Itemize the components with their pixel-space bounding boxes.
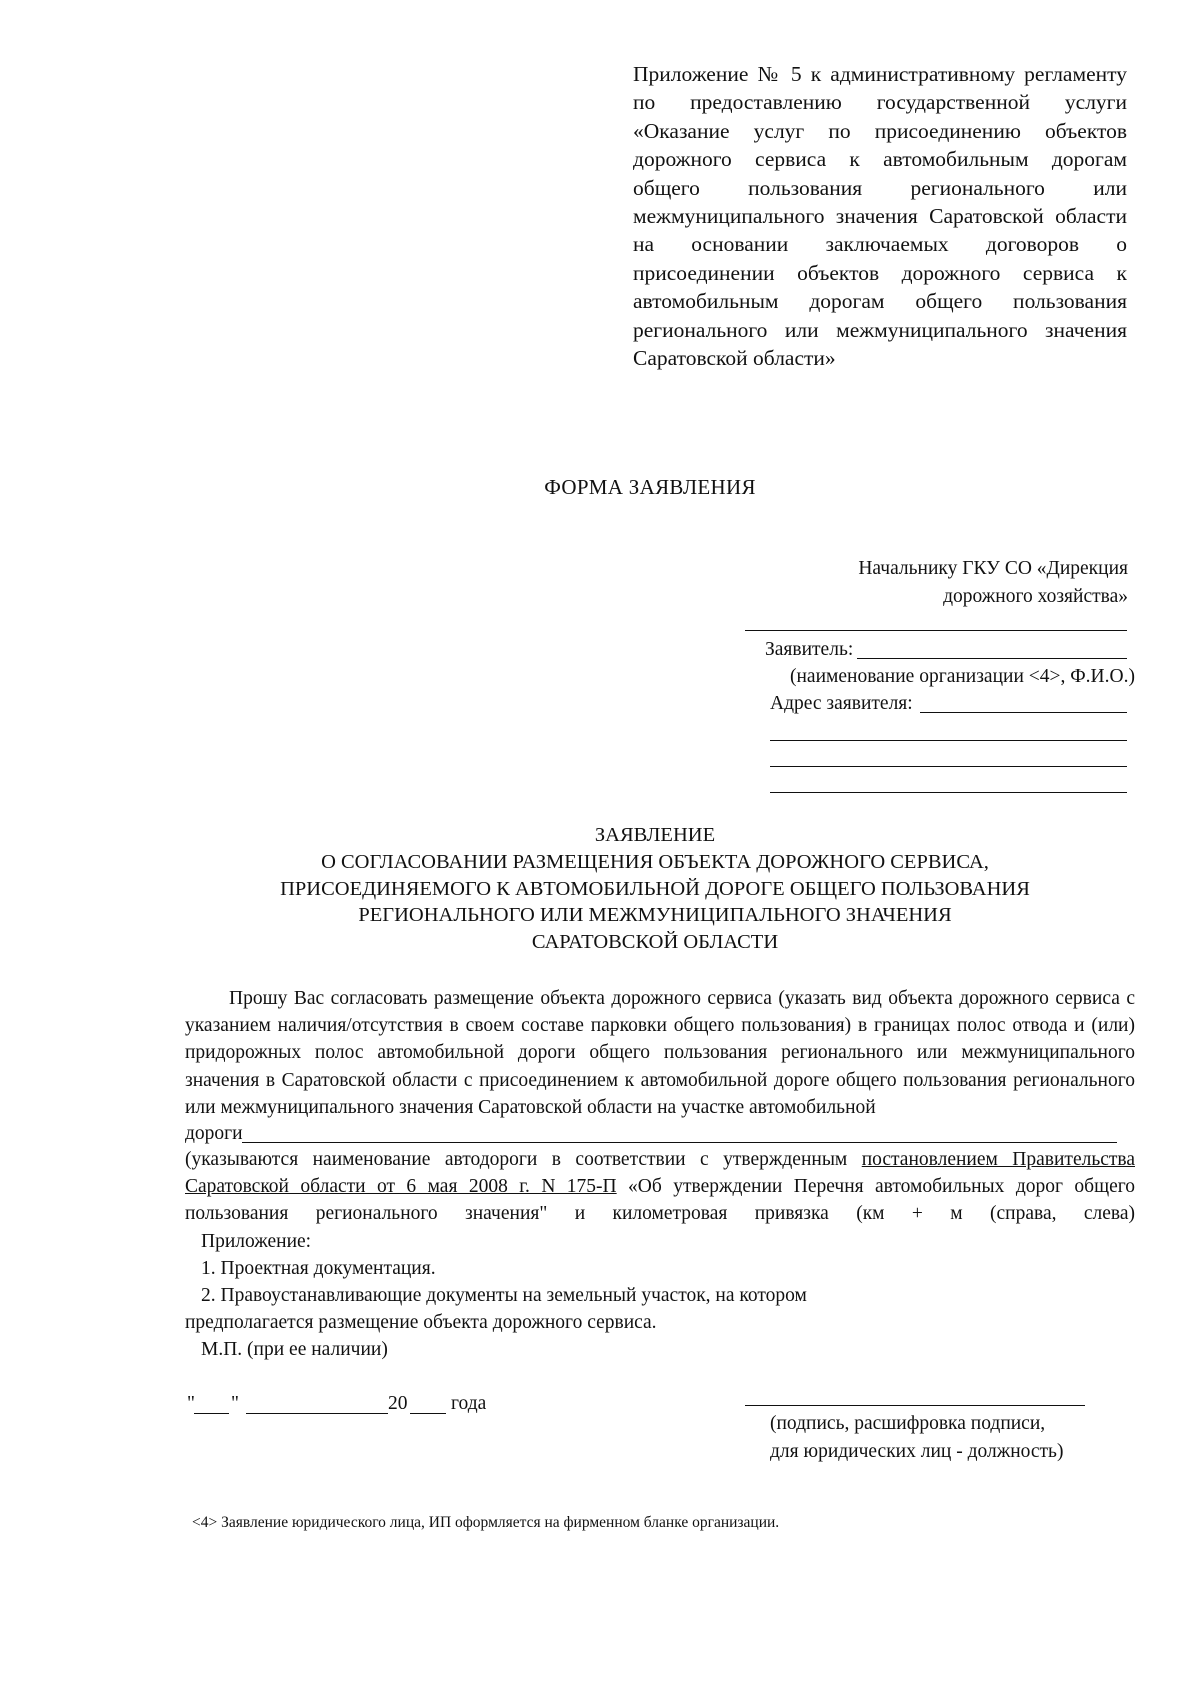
applicant-address-label: Адрес заявителя: — [770, 693, 913, 714]
address-line-4 — [770, 792, 1127, 793]
addressee-block — [708, 555, 1128, 611]
road-label: дороги — [185, 1123, 243, 1144]
note-start: (указываются наименование автодороги в соответствии с утвержденным — [185, 1149, 862, 1170]
statement-heading — [0, 822, 1200, 956]
applicant-top-line — [745, 630, 1127, 631]
address-line-3 — [770, 766, 1127, 767]
heading-line-5: САРАТОВСКОЙ ОБЛАСТИ — [531, 931, 779, 954]
date-year-suffix: года — [451, 1393, 487, 1414]
applicant-name-line — [857, 658, 1127, 659]
addressee-line-1: Начальнику ГКУ СО «Дирекция — [858, 558, 1128, 579]
road-fill-line — [242, 1142, 1117, 1143]
stamp-note: М.П. (при ее наличии) — [201, 1339, 388, 1360]
date-month-line — [246, 1413, 388, 1414]
signature-caption — [770, 1410, 1063, 1466]
date-quote-open: " — [187, 1393, 195, 1414]
heading-line-4: РЕГИОНАЛЬНОГО ИЛИ МЕЖМУНИЦИПАЛЬНОГО ЗНАЧЕНИЯ — [358, 904, 952, 927]
date-year-prefix: 20 — [388, 1393, 408, 1414]
heading-line-2: О СОГЛАСОВАНИИ РАЗМЕЩЕНИЯ ОБЪЕКТА ДОРОЖНОГО СЕРВИСА, — [321, 850, 989, 873]
signature-line — [745, 1405, 1085, 1406]
road-note-paragraph — [185, 1146, 1135, 1228]
attachment-item-2-line-1: 2. Правоустанавливающие документы на земельный участок, на котором — [201, 1285, 807, 1306]
heading-line-3: ПРИСОЕДИНЯЕМОГО К АВТОМОБИЛЬНОЙ ДОРОГЕ ОБЩЕГО ПОЛЬЗОВАНИЯ — [280, 877, 1030, 900]
addressee-line-2: дорожного хозяйства» — [943, 586, 1128, 607]
attachments-label: Приложение: — [201, 1231, 312, 1252]
date-year-line — [410, 1413, 446, 1414]
note-end: «Об утверждении Перечня автомобильных дорог общего пользования регионального значения" и километровая привязка (км + м (справа, слева) — [185, 1176, 1135, 1225]
signature-caption-line-1: (подпись, расшифровка подписи, — [770, 1413, 1046, 1434]
applicant-label: Заявитель: — [765, 639, 854, 660]
heading-line-1: ЗАЯВЛЕНИЕ — [594, 824, 716, 846]
address-line-2 — [770, 740, 1127, 741]
footnote: <4> Заявление юридического лица, ИП оформляется на фирменном бланке организации. — [192, 1514, 780, 1531]
resolution-link[interactable]: постановлением Правительства Саратовской области от 6 мая 2008 г. N 175-П — [185, 1149, 1135, 1198]
date-quote-close: " — [231, 1393, 239, 1414]
attachment-item-1: 1. Проектная документация. — [201, 1258, 436, 1279]
date-day-line — [194, 1413, 229, 1414]
annex-reference: Приложение № 5 к административному регламенту по предоставлению государственной услуги «Оказание услуг по присоединению объектов дорожного сервиса к автомобильным дорогам общего пользования регионального или межмуниципального значения Саратовской области на основании заключаемых договоров о присоединении объектов дорожного сервиса к автомобильным дорогам общего пользования регионального или межмуниципального значения Саратовской области» — [633, 62, 1127, 371]
address-line-1 — [920, 712, 1127, 713]
attachment-item-2-line-2: предполагается размещение объекта дорожного сервиса. — [185, 1312, 657, 1333]
request-paragraph: Прошу Вас согласовать размещение объекта дорожного сервиса (указать вид объекта дорожного сервиса с указанием наличия/отсутствия в своем составе парковки общего пользования) в границах полос отвода и (или) придорожных полос автомобильной дороги общего пользования регионального или межмуниципального значения в Саратовской области с присоединением к автомобильной дороге общего пользования регионального или межмуниципального значения Саратовской области на участке автомобильной — [185, 988, 1135, 1118]
applicant-hint: (наименование организации <4>, Ф.И.О.) — [790, 666, 1135, 687]
signature-caption-line-2: для юридических лиц - должность) — [770, 1441, 1064, 1462]
form-title: ФОРМА ЗАЯВЛЕНИЯ — [544, 475, 756, 499]
